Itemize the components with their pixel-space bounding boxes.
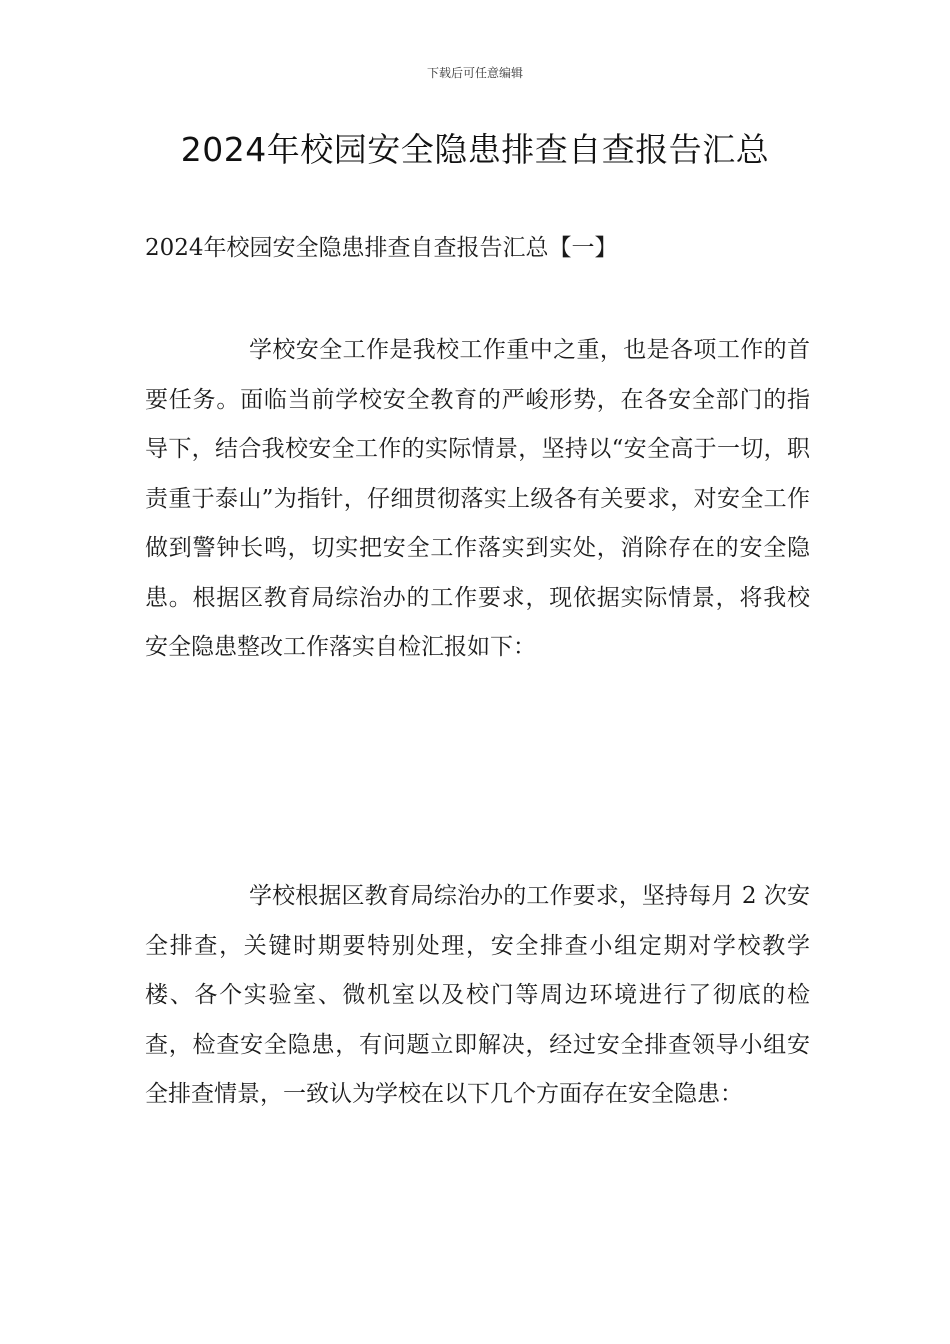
page-header-note: 下载后可任意编辑 (426, 66, 523, 80)
body-paragraph-1: 学校安全工作是我校工作重中之重，也是各项工作的首要任务。面临当前学校安全教育的严峻形势，在各安全部门的指导下，结合我校安全工作的实际情景，坚持以“安全高于一切，职责重于泰山”为指针，仔细贯彻落实上级各有关要求，对安全工作做到警钟长鸣，切实把安全工作落实到实处，消除存在的安全隐患。根据区教育局综治办的工作要求，现依据实际情景，将我校安全隐患整改工作落实自检汇报如下： (145, 337, 810, 660)
section-heading: 2024年校园安全隐患排查自查报告汇总【一】 (145, 235, 618, 261)
body-paragraph-2: 学校根据区教育局综治办的工作要求，坚持每月 2 次安全排查，关键时期要特别处理，安全排查小组定期对学校教学楼、各个实验室、微机室以及校门等周边环境进行了彻底的检查，检查安全隐患，有问题立即解决，经过安全排查领导小组安全排查情景，一致认为学校在以下几个方面存在安全隐患： (145, 883, 810, 1107)
document-title: 2024年校园安全隐患排查自查报告汇总 (180, 130, 770, 169)
